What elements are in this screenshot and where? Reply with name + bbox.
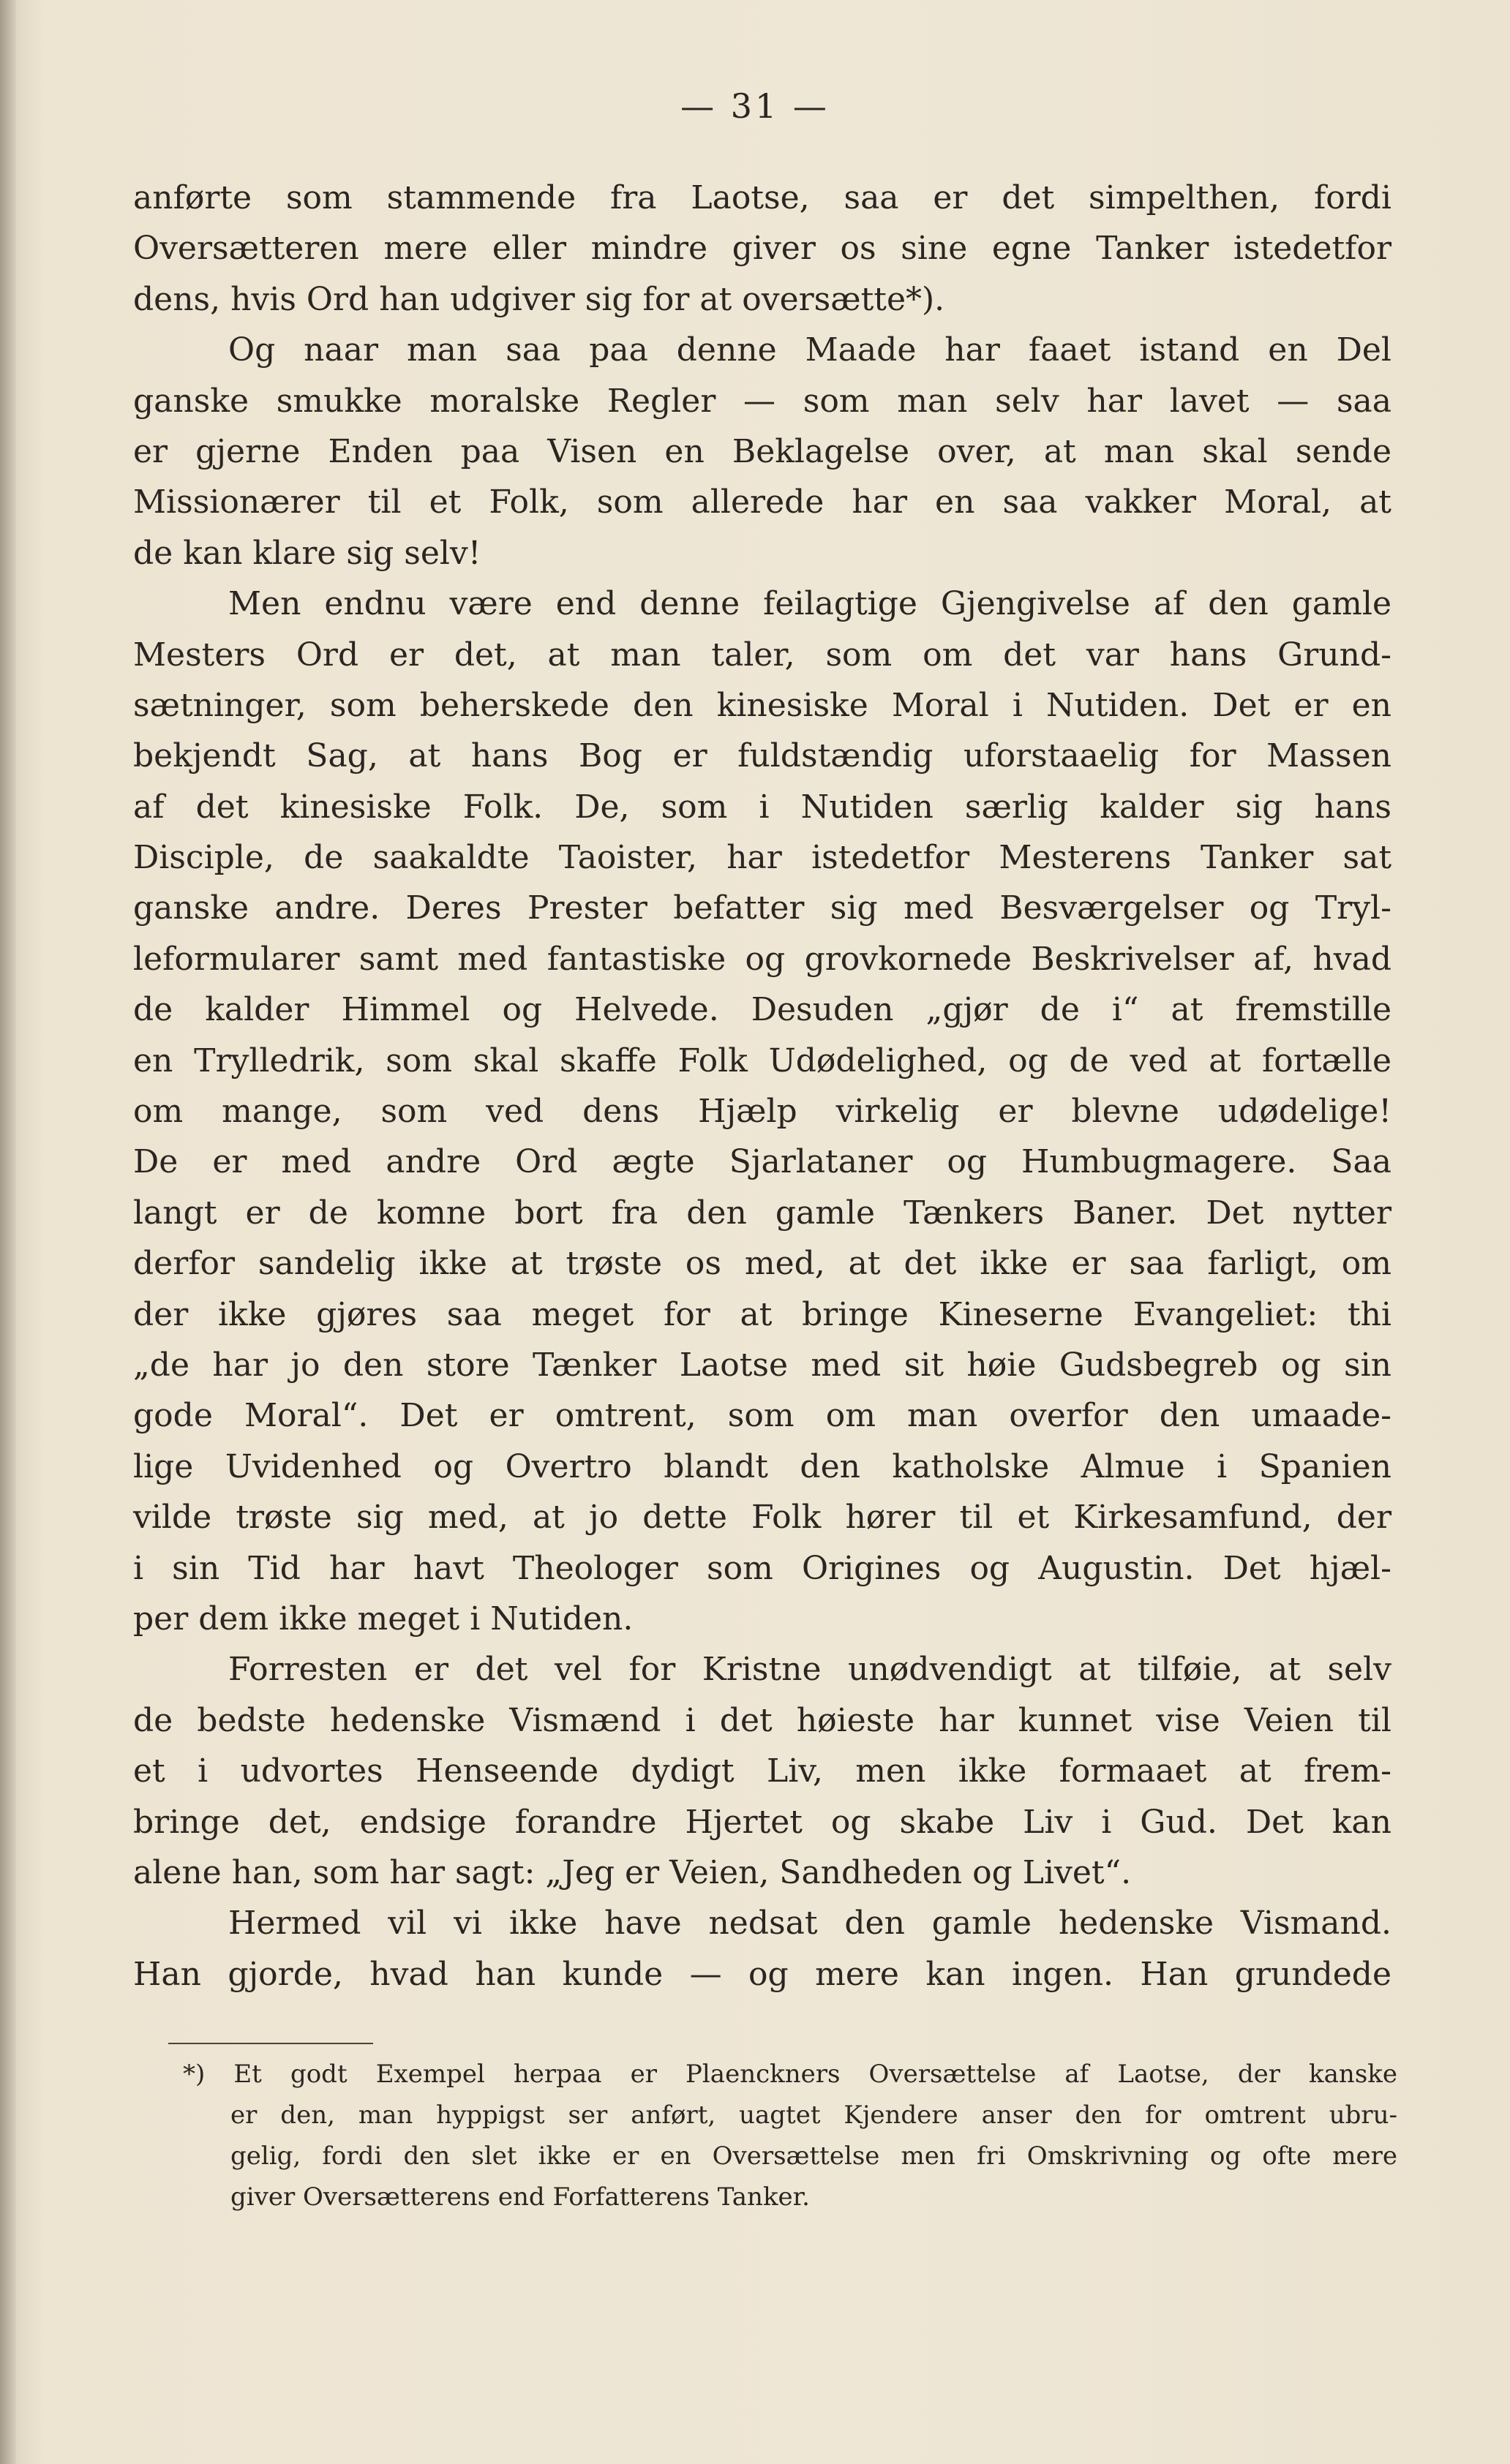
text-line: en Trylledrik, som skal skaffe Folk Udødelighed, og de ved at fortælle [133,1041,1391,1080]
text-line: Oversætteren mere eller mindre giver os sine egne Tanker istedetfor [133,230,1391,268]
text-line: Mesters Ord er det, at man taler, som om det var hans Grund- [133,636,1391,674]
page-number: — 31 — [680,86,830,126]
text-line: Disciple, de saakaldte Taoister, har istedetfor Mesterens Tanker sat [133,839,1391,877]
text-line: Han gjorde, hvad han kunde — og mere kan ingen. Han grundede [133,1955,1391,1993]
text-line: anførte som stammende fra Laotse, saa er det simpelthen, fordi [133,179,1391,216]
text-line: De er med andre Ord ægte Sjarlataner og Humbugmagere. Saa [133,1143,1391,1181]
text-line: langt er de komne bort fra den gamle Tænkers Baner. Det nytter [133,1194,1391,1232]
footnote-line: gelig, fordi den slet ikke er en Oversættelse men fri Omskrivning og ofte mere [230,2141,1397,2171]
text-line: lige Uvidenhed og Overtro blandt den katholske Almue i Spanien [133,1447,1391,1485]
text-line: bringe det, endsige forandre Hjertet og skabe Liv i Gud. Det kan [133,1803,1391,1841]
footnote-line: *) Et godt Exempel herpaa er Plaenckners Oversættelse af Laotse, der kanske [183,2060,1397,2089]
body-text [133,173,1391,2000]
text-line: alene han, som har sagt: „Jeg er Veien, Sandheden og Livet“. [133,1853,1132,1891]
text-line: de bedste hedenske Vismænd i det høieste har kunnet vise Veien til [133,1701,1391,1739]
text-line: om mange, som ved dens Hjælp virkelig er blevne udødelige! [133,1093,1391,1131]
text-line: Missionærer til et Folk, som allerede har en saa vakker Moral, at [133,483,1391,521]
text-line: Og naar man saa paa denne Maade har faaet istand en Del [228,331,1391,369]
text-line: i sin Tid har havt Theologer som Origines og Augustin. Det hjæl- [133,1549,1391,1587]
text-line: dens, hvis Ord han udgiver sig for at oversætte*). [133,280,945,318]
footnote [183,2054,1397,2218]
text-line: vilde trøste sig med, at jo dette Folk hører til et Kirkesamfund, der [133,1499,1391,1537]
text-line: et i udvortes Henseende dydigt Liv, men ikke formaaet at frem- [133,1752,1391,1790]
text-line: der ikke gjøres saa meget for at bringe Kineserne Evangeliet: thi [133,1295,1391,1333]
footnote-line: er den, man hyppigst ser anført, uagtet Kjendere anser den for omtrent ubru- [230,2101,1397,2130]
text-line: derfor sandelig ikke at trøste os med, at det ikke er saa farligt, om [133,1245,1391,1283]
text-line: er gjerne Enden paa Visen en Beklagelse over, at man skal sende [133,432,1391,470]
text-line: per dem ikke meget i Nutiden. [133,1600,634,1638]
text-line: ganske andre. Deres Prester befatter sig med Besværgelser og Tryl- [133,889,1391,927]
text-line: Men endnu være end denne feilagtige Gjengivelse af den gamle [228,585,1391,623]
text-line: bekjendt Sag, at hans Bog er fuldstændig uforstaaelig for Massen [133,737,1391,775]
binding-edge [0,0,16,2464]
text-line: de kan klare sig selv! [133,534,481,572]
text-line: Forresten er det vel for Kristne unødvendigt at tilføie, at selv [228,1651,1391,1689]
footnote-line: giver Oversætterens end Forfatterens Tanker. [230,2182,810,2212]
text-line: af det kinesiske Folk. De, som i Nutiden særlig kalder sig hans [133,788,1391,826]
text-line: Hermed vil vi ikke have nedsat den gamle hedenske Vismand. [228,1904,1391,1943]
text-line: „de har jo den store Tænker Laotse med sit høie Gudsbegreb og sin [133,1346,1391,1384]
text-line: de kalder Himmel og Helvede. Desuden „gjør de i“ at fremstille [133,991,1391,1029]
text-line: gode Moral“. Det er omtrent, som om man overfor den umaade- [133,1397,1391,1435]
text-line: sætninger, som beherskede den kinesiske Moral i Nutiden. Det er en [133,686,1391,724]
text-line: leformularer samt med fantastiske og grovkornede Beskrivelser af, hvad [133,940,1391,978]
footnote-divider [168,2043,373,2044]
text-line: ganske smukke moralske Regler — som man selv har lavet — saa [133,382,1391,420]
